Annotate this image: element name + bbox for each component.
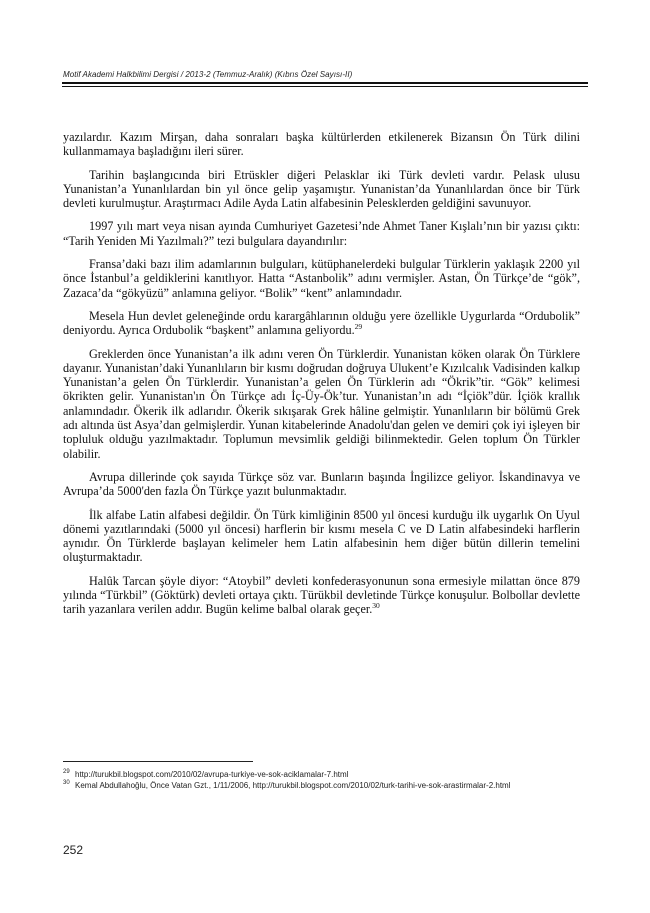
- paragraph-1: yazılardır. Kazım Mirşan, daha sonraları başka kültürlerden etkilenerek Bizansın Ön Türk dilini kullanmamaya başladığını ileri sürer.: [63, 130, 580, 159]
- footnote-citation[interactable]: Kemal Abdullahoğlu, Önce Vatan Gzt., 1/11/2006, http://turukbil.blogspot.com/2010/02/turk-tarihi-ve-sok-arastirmalar-2.html: [75, 781, 511, 790]
- paragraph-6: Greklerden önce Yunanistan’a ilk adını veren Ön Türklerdir. Yunanistan köken olarak Ön Türklere dayanır. Yunanistan’daki Yunanlıların bir kısmı doğrudan doğruya Ulukent’e Kızılcalık Vadisinden kalkıp Yunanistan’a gelen Ön Türklerdir. Yunanistan’a gelen Ön Türklerin adı “Ökrik”tir. “Gök” kelimesi ökrikten gelir. Yunanistan'ın Ön Türkçe adı İç-Üy-Ök’tur. Yunanistan’ın adı “İçiök”dür. İçiök krallık anlamındadır. Ökerik ilk adlarıdır. Ökerik sıkışarak Grek hâline gelmiştir. Yunanlıların bir bölümü Grek adı altında üst Asya’dan gelmişlerdir. Yunan kitabelerinde Anadolu'dan gelen ve demiri çok iyi işleyen bir topluluk olduğu yazılmaktadır. Toplumun mevsimlik geldiği bilinmektedir. Gelen toplum Ön Türkler olabilir.: [63, 346, 580, 461]
- page-number: 252: [63, 843, 84, 857]
- paragraph-3: 1997 yılı mart veya nisan ayında Cumhuriyet Gazetesi’nde Ahmet Taner Kışlalı’nın bir yazısı çıktı: “Tarih Yeniden Mi Yazılmalı?” tezi bulgulara dayandırılır:: [63, 219, 580, 248]
- paragraph-5: Mesela Hun devlet geleneğinde ordu karargâhlarının olduğu yere özellikle Uygurlarda “Ordubolik” deniyordu. Ayrıca Ordubolik “başkent” anlamına geliyordu.$^{29}$: [63, 308, 580, 338]
- paragraph-4: Fransa’daki bazı ilim adamlarının bulguları, kütüphanelerdeki bulgular Türklerin yaklaşık 2200 yıl önce İstanbul’a geldiklerini kanıtlıyor. Hatta “Astanbolik” adını vermişler. Astan, Ön Türkçe’de “gök”, Zazaca’da “gökyüzü” anlamına geliyor. “Bolik” “kent” anlamındadır.: [63, 257, 580, 300]
- footnote-30: [63, 780, 578, 791]
- footnote-separator: [63, 761, 253, 762]
- body-text: [63, 130, 580, 626]
- footnotes: [63, 769, 578, 791]
- header-rule-thin: [62, 86, 588, 87]
- footnote-number: 30: [63, 780, 70, 786]
- footnote-link[interactable]: http://turukbil.blogspot.com/2010/02/avrupa-turkiye-ve-sok-aciklamalar-7.html: [75, 770, 349, 779]
- header-rule: [62, 82, 588, 84]
- footnote-ref-29[interactable]: 29: [354, 322, 363, 332]
- paragraph-7: Avrupa dillerinde çok sayıda Türkçe söz var. Bunların başında İngilizce geliyor. İskandinavya ve Avrupa’da 5000'den fazla Ön Türkçe yazıt bulunmaktadır.: [63, 469, 580, 499]
- paragraph-2: Tarihin başlangıcında biri Etrüskler diğeri Pelasklar iki Türk devleti vardır. Pelask ulusu Yunanistan’a Yunanlılardan bin yıl önce gelip yaşamıştır. Yunanistan’da Yunanlılardan önce bir Türk devleti kurulmuştur. Araştırmacı Adile Ayda Latin alfabesinin Pelesklerden geldiğini savunuyor.: [63, 167, 580, 211]
- paragraph-9: Halûk Tarcan şöyle diyor: “Atoybil” devleti konfederasyonunun sona ermesiyle milattan önce 879 yılında “Türkbil” (Göktürk) devleti ortaya çıktı. Türükbil devletinde Türkçe konuşulur. Bolbollar devlette tarih yazanlara verilen addır. Bugün kelime balbal olarak geçer.$^{30}$: [63, 573, 580, 617]
- paragraph-8: İlk alfabe Latin alfabesi değildir. Ön Türk kimliğinin 8500 yıl öncesi kurduğu ilk uygarlık On Uyul dönemi yazıtlarındaki (5000 yıl öncesi) harflerin bir kısmı mesela C ve D Latin alfabesindeki harflerin aynıdır. Ön Türklerde başlayan kelimeler hem Latin alfabesinin hem diğer bütün dillerin temelini oluşturmaktadır.: [63, 507, 580, 565]
- footnote-29: [63, 769, 578, 780]
- running-header: Motif Akademi Halkbilimi Dergisi / 2013-2 (Temmuz-Aralık) (Kıbrıs Özel Sayısı-II): [63, 70, 353, 79]
- footnote-ref-30[interactable]: 30: [372, 601, 380, 611]
- footnote-number: 29: [63, 769, 70, 775]
